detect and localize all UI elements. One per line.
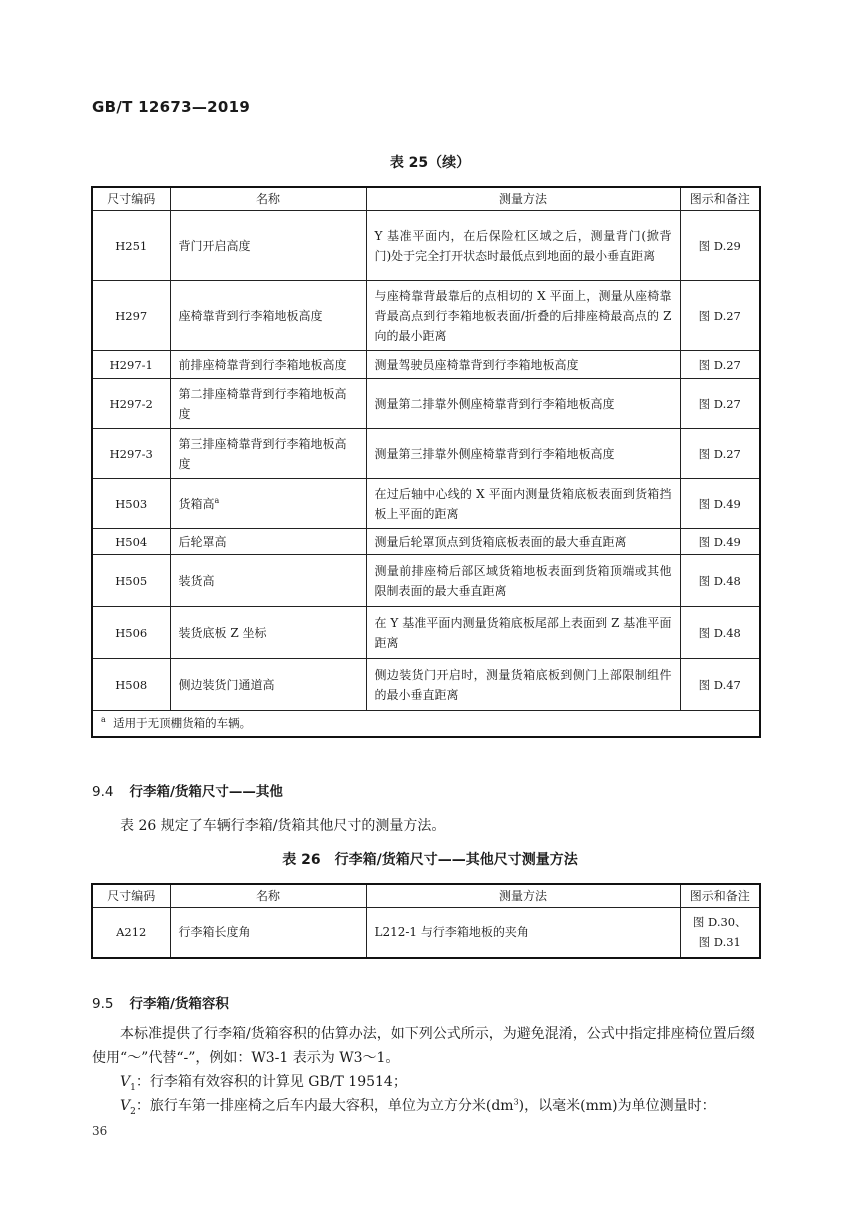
v2-superscript: 3	[513, 1097, 519, 1107]
column-header-figure: 图示和备注	[680, 187, 760, 211]
footnote-text: 适用于无顶棚货箱的车辆。	[113, 716, 252, 731]
row-code: H251	[92, 211, 170, 281]
row-name: 行李箱长度角	[170, 908, 366, 958]
row-name: 第二排座椅靠背到行李箱地板高度	[170, 379, 366, 429]
table-header-row	[92, 187, 760, 211]
table-25	[91, 186, 761, 738]
row-figure: 图 D.48	[680, 555, 760, 607]
row-code: H297-1	[92, 351, 170, 379]
row-code: H505	[92, 555, 170, 607]
row-name: 第三排座椅靠背到行李箱地板高度	[170, 429, 366, 479]
table-row	[92, 281, 760, 351]
column-header-method: 测量方法	[366, 187, 680, 211]
row-code: H297-2	[92, 379, 170, 429]
v1-symbol: V	[120, 1074, 131, 1090]
page-number: 36	[92, 1124, 108, 1138]
row-code: H297	[92, 281, 170, 351]
v2-definition	[92, 1094, 760, 1124]
row-figure: 图 D.27	[680, 281, 760, 351]
table-row	[92, 529, 760, 555]
row-name: 装货底板 Z 坐标	[170, 607, 366, 659]
row-figure: 图 D.47	[680, 659, 760, 711]
section-title: 行李箱/货箱尺寸——其他	[129, 784, 283, 800]
row-method: 测量第三排靠外侧座椅靠背到行李箱地板高度	[366, 429, 680, 479]
row-code: H297-3	[92, 429, 170, 479]
row-figure: 图 D.27	[680, 351, 760, 379]
table-row	[92, 607, 760, 659]
table-footnote-row	[92, 711, 760, 737]
row-code: H504	[92, 529, 170, 555]
table-footnote	[92, 711, 760, 737]
row-name-text: 货箱高	[178, 496, 215, 511]
table-row	[92, 211, 760, 281]
v2-symbol: V	[120, 1098, 131, 1114]
row-method: 测量第二排靠外侧座椅靠背到行李箱地板高度	[366, 379, 680, 429]
section-number: 9.4	[92, 784, 114, 800]
table-row	[92, 379, 760, 429]
column-header-method: 测量方法	[366, 884, 680, 908]
row-name: 前排座椅靠背到行李箱地板高度	[170, 351, 366, 379]
table-header-row	[92, 884, 760, 908]
row-name: 侧边装货门通道高	[170, 659, 366, 711]
section-9-4-intro: 表 26 规定了车辆行李箱/货箱其他尺寸的测量方法。	[120, 818, 446, 834]
row-code: H503	[92, 479, 170, 529]
table-row	[92, 429, 760, 479]
row-code: H508	[92, 659, 170, 711]
row-figure-line: 图 D.31	[698, 935, 741, 950]
row-figure: 图 D.27	[680, 429, 760, 479]
row-method: 侧边装货门开启时，测量货箱底板到侧门上部限制组件的最小垂直距离	[366, 659, 680, 711]
v2-subscript: 2	[130, 1106, 136, 1117]
section-9-5-paragraph: 本标准提供了行李箱/货箱容积的估算办法，如下列公式所示，为避免混淆，公式中指定排座椅位置后缀使用“～”代替“-”，例如：W3-1 表示为 W3～1。	[92, 1026, 755, 1066]
section-9-4-heading	[92, 780, 283, 800]
row-name	[170, 479, 366, 529]
table-26-title: 表 26 行李箱/货箱尺寸——其他尺寸测量方法	[282, 852, 578, 868]
row-name: 装货高	[170, 555, 366, 607]
column-header-name: 名称	[170, 884, 366, 908]
row-method: 测量前排座椅后部区域货箱地板表面到货箱顶端或其他限制表面的最大垂直距离	[366, 555, 680, 607]
column-header-name: 名称	[170, 187, 366, 211]
section-title: 行李箱/货箱容积	[129, 996, 229, 1012]
section-number: 9.5	[92, 996, 114, 1012]
table-25-title: 表 25（续）	[389, 155, 471, 171]
section-9-5-heading	[92, 992, 229, 1012]
table-row	[92, 479, 760, 529]
v2-text-b: )，以毫米(mm)为单位测量时：	[518, 1098, 716, 1114]
row-method: L212-1 与行李箱地板的夹角	[366, 908, 680, 958]
table-row	[92, 908, 760, 958]
row-figure	[680, 908, 760, 958]
v1-subscript: 1	[130, 1082, 136, 1093]
row-figure: 图 D.27	[680, 379, 760, 429]
table-row	[92, 555, 760, 607]
row-figure: 图 D.48	[680, 607, 760, 659]
row-method: 与座椅靠背最靠后的点相切的 X 平面上，测量从座椅靠背最高点到行李箱地板表面/折叠的后排座椅最高点的 Z 向的最小距离	[366, 281, 680, 351]
row-code: A212	[92, 908, 170, 958]
row-figure: 图 D.29	[680, 211, 760, 281]
footnote-marker: a	[214, 495, 220, 505]
row-method: 在 Y 基准平面内测量货箱底板尾部上表面到 Z 基准平面距离	[366, 607, 680, 659]
row-name: 后轮罩高	[170, 529, 366, 555]
row-method: 测量后轮罩顶点到货箱底板表面的最大垂直距离	[366, 529, 680, 555]
row-method: Y 基准平面内，在后保险杠区域之后，测量背门(掀背门)处于完全打开状态时最低点到地面的最小垂直距离	[366, 211, 680, 281]
footnote-marker: a	[101, 715, 106, 725]
v2-text-a: ：旅行车第一排座椅之后车内最大容积，单位为立方分米(dm	[135, 1098, 514, 1114]
row-method: 在过后轴中心线的 X 平面内测量货箱底板表面到货箱挡板上平面的距离	[366, 479, 680, 529]
row-code: H506	[92, 607, 170, 659]
row-figure: 图 D.49	[680, 529, 760, 555]
row-name: 背门开启高度	[170, 211, 366, 281]
v1-text: ：行李箱有效容积的计算见 GB/T 19514；	[135, 1074, 407, 1090]
row-method: 测量驾驶员座椅靠背到行李箱地板高度	[366, 351, 680, 379]
table-row	[92, 659, 760, 711]
row-name: 座椅靠背到行李箱地板高度	[170, 281, 366, 351]
column-header-code: 尺寸编码	[92, 187, 170, 211]
table-row	[92, 351, 760, 379]
column-header-code: 尺寸编码	[92, 884, 170, 908]
row-figure-line: 图 D.30、	[692, 915, 747, 930]
table-26	[91, 883, 761, 959]
standard-header: GB/T 12673—2019	[92, 98, 251, 116]
column-header-figure: 图示和备注	[680, 884, 760, 908]
row-figure: 图 D.49	[680, 479, 760, 529]
